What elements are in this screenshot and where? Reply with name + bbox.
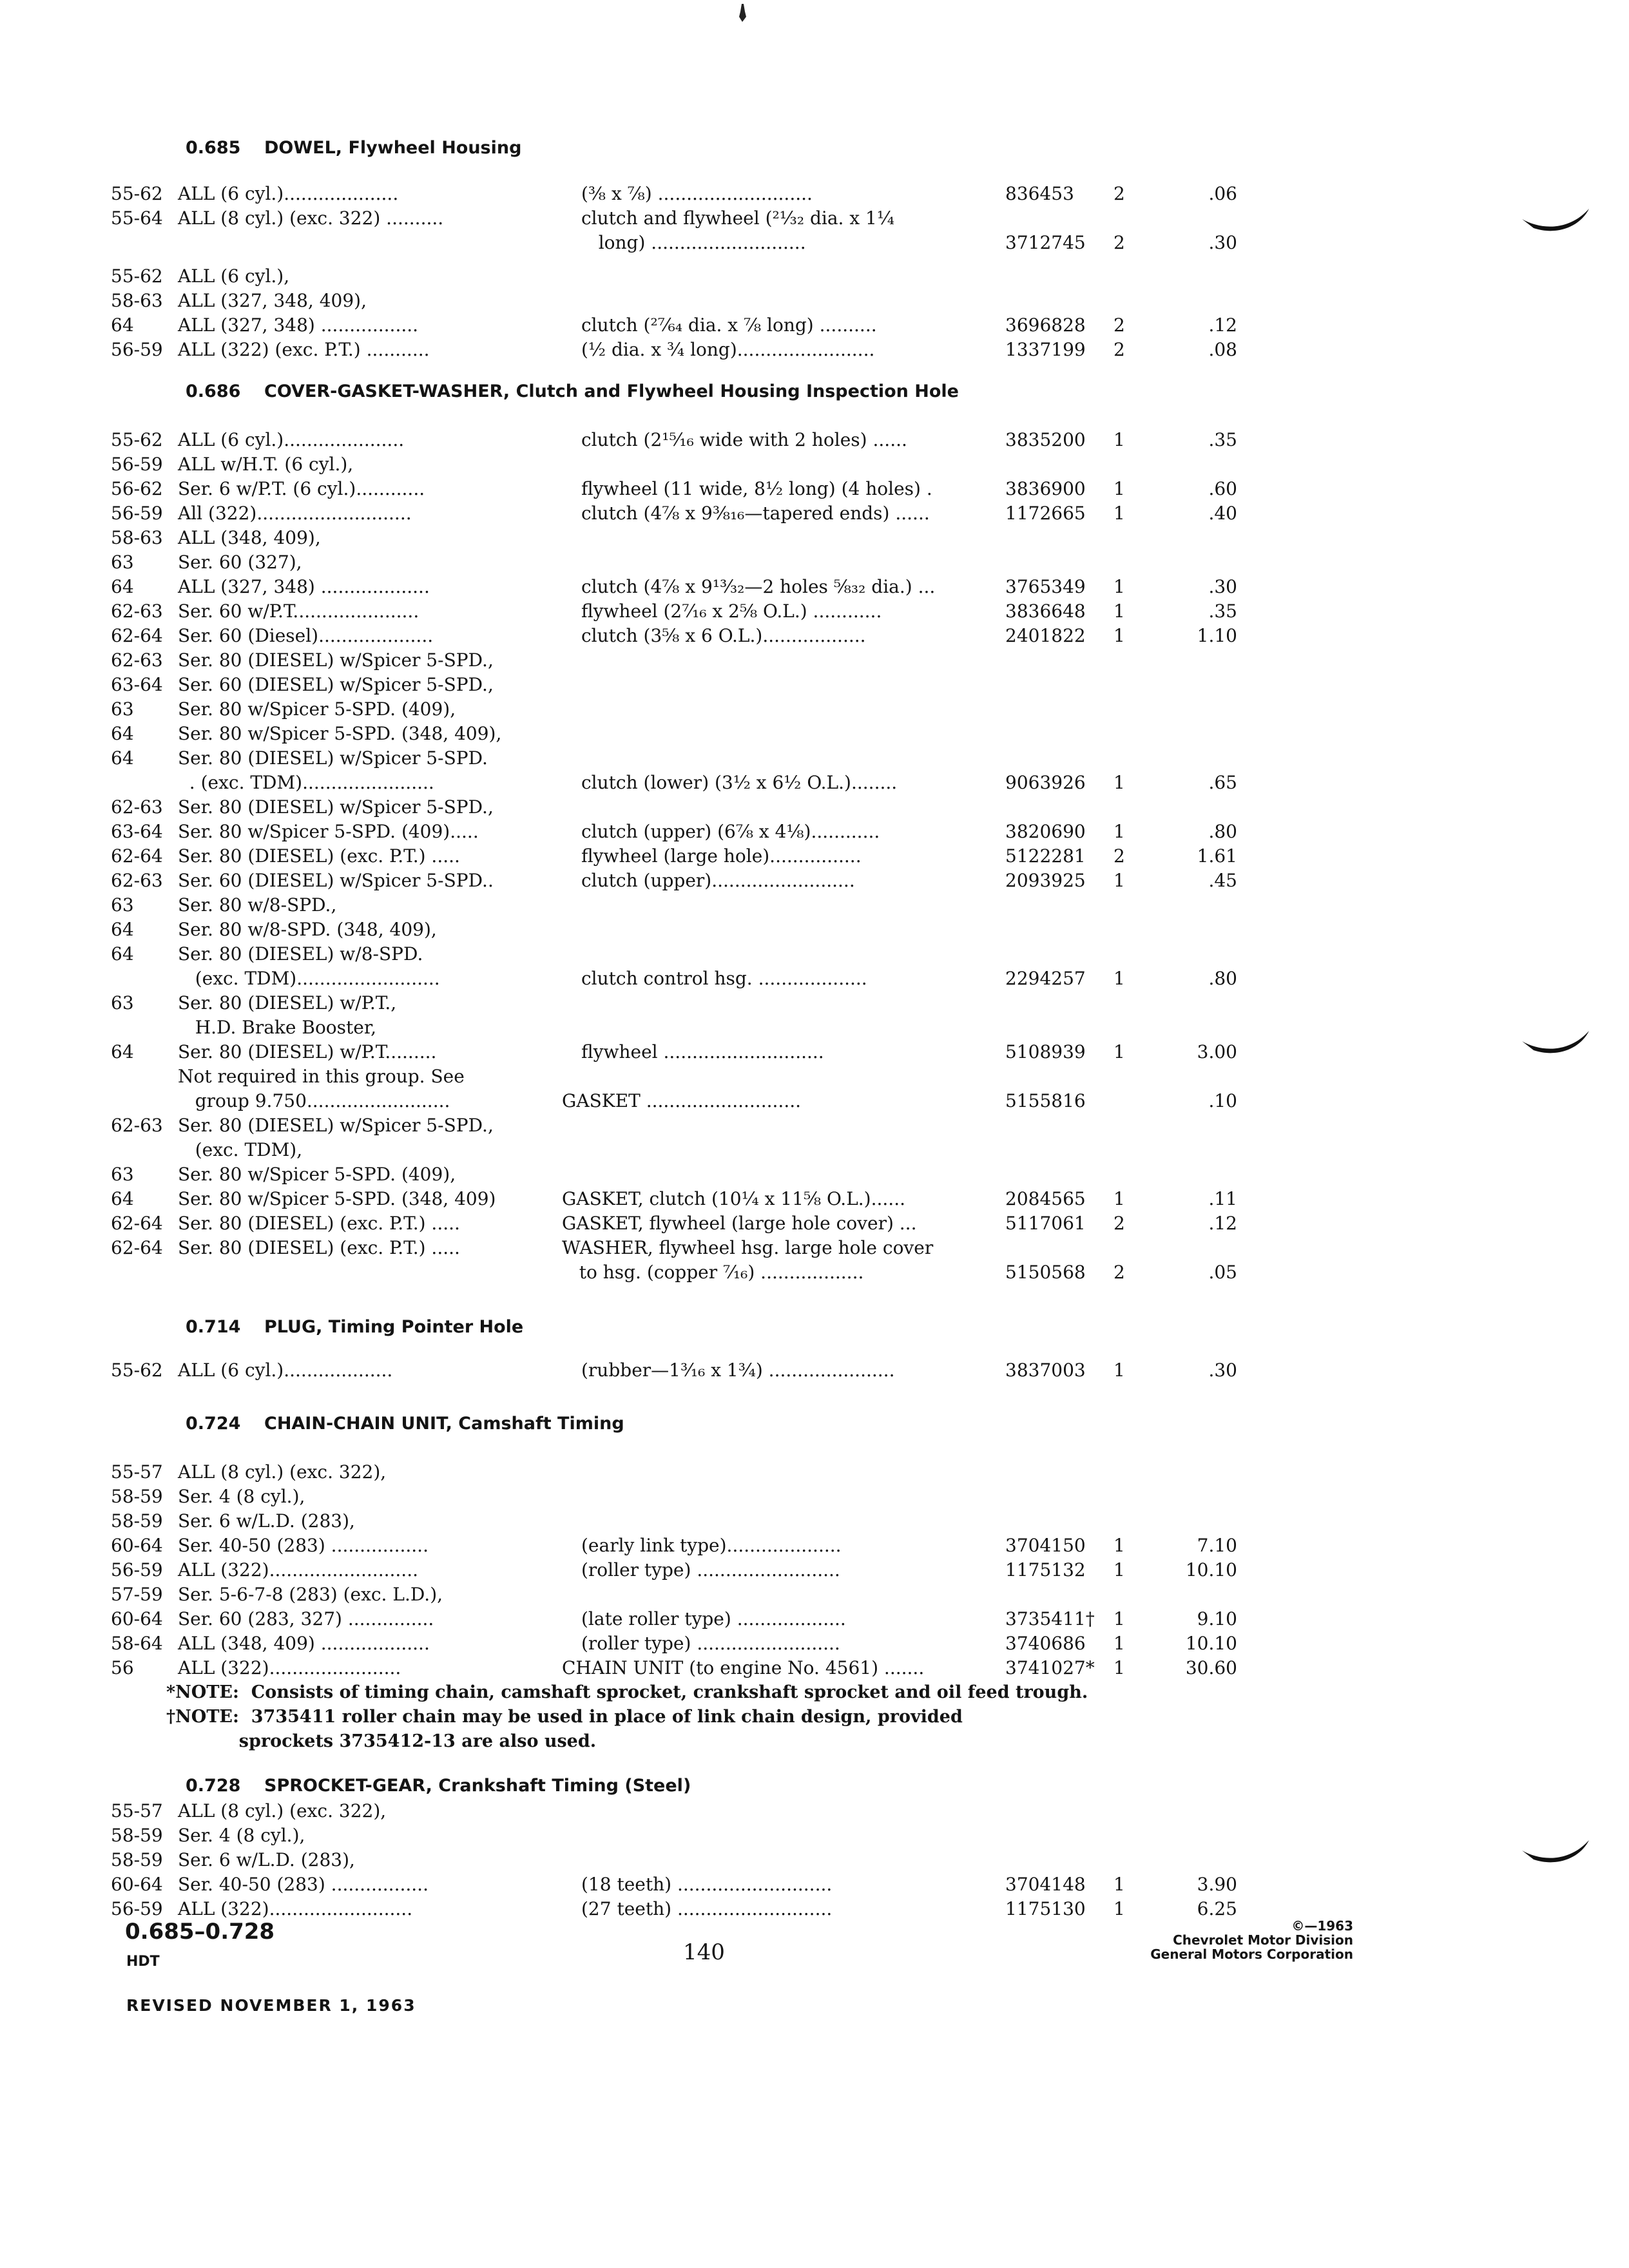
parts-row xyxy=(0,746,1629,771)
model-years: 55-62 xyxy=(111,183,163,204)
model-years: 64 xyxy=(111,576,134,597)
application: Ser. 80 (DIESEL) (exc. P.T.) ..... xyxy=(178,845,460,867)
list-price: .80 xyxy=(1208,821,1237,842)
application: ALL (6 cyl.), xyxy=(178,265,290,287)
model-years: 58-59 xyxy=(111,1510,163,1532)
parts-row xyxy=(0,1187,1629,1211)
parts-row xyxy=(0,338,1629,362)
part-number: 5150568 xyxy=(1005,1262,1086,1283)
part-number: 2294257 xyxy=(1005,968,1086,989)
parts-row xyxy=(0,1848,1629,1872)
quantity: 1 xyxy=(1113,1633,1125,1654)
application: Not required in this group. See xyxy=(178,1066,465,1087)
list-price: .65 xyxy=(1208,772,1237,793)
model-years: 56-59 xyxy=(111,454,163,475)
quantity: 2 xyxy=(1113,183,1125,204)
list-price: .40 xyxy=(1208,503,1237,524)
application: ALL w/H.T. (6 cyl.), xyxy=(178,454,354,475)
application: Ser. 80 w/Spicer 5-SPD. (348, 409) xyxy=(178,1188,496,1209)
model-years: 63-64 xyxy=(111,674,163,695)
application: Ser. 80 (DIESEL) w/Spicer 5-SPD. xyxy=(178,747,488,769)
copyright-year: ©—1963 xyxy=(1291,1918,1353,1934)
page-number: 140 xyxy=(683,1939,725,1965)
parts-row xyxy=(0,697,1629,722)
part-number: 3741027* xyxy=(1005,1657,1095,1678)
model-years: 56-59 xyxy=(111,1559,163,1581)
model-years: 62-63 xyxy=(111,649,163,671)
application: Ser. 80 (DIESEL) w/P.T......... xyxy=(178,1041,437,1062)
application: ALL (348, 409), xyxy=(178,527,321,548)
quantity: 1 xyxy=(1113,625,1125,646)
model-years: 55-57 xyxy=(111,1461,163,1483)
list-price: .30 xyxy=(1208,232,1237,253)
parts-row xyxy=(0,1236,1629,1260)
list-price: 6.25 xyxy=(1197,1898,1237,1919)
part-description: (⅜ x ⅞) ........................... xyxy=(581,183,813,204)
application: ALL (348, 409) ................... xyxy=(178,1633,430,1654)
parts-row xyxy=(0,722,1629,746)
page-range: 0.685–0.728 xyxy=(125,1919,275,1945)
parts-row xyxy=(0,1558,1629,1582)
model-years: 60-64 xyxy=(111,1608,163,1629)
quantity: 1 xyxy=(1113,1874,1125,1895)
list-price: .05 xyxy=(1208,1262,1237,1283)
application: (exc. TDM)......................... xyxy=(178,968,440,989)
application: Ser. 60 (Diesel).................... xyxy=(178,625,434,646)
quantity: 1 xyxy=(1113,1559,1125,1581)
list-price: .12 xyxy=(1208,314,1237,336)
application: group 9.750......................... xyxy=(178,1090,450,1111)
section-title: DOWEL, Flywheel Housing xyxy=(264,138,522,158)
application: ALL (327, 348, 409), xyxy=(178,290,367,311)
parts-row xyxy=(0,918,1629,942)
application: Ser. 80 (DIESEL) w/8-SPD. xyxy=(178,943,423,965)
application: Ser. 60 (283, 327) ............... xyxy=(178,1608,434,1629)
model-years: 63 xyxy=(111,1164,134,1185)
section-title: PLUG, Timing Pointer Hole xyxy=(264,1317,524,1337)
application: Ser. 6 w/P.T. (6 cyl.)............ xyxy=(178,478,425,499)
application: ALL (8 cyl.) (exc. 322) .......... xyxy=(178,207,444,229)
model-years: 64 xyxy=(111,1188,134,1209)
model-years: 56-59 xyxy=(111,503,163,524)
parts-row xyxy=(0,673,1629,697)
part-number: 3836648 xyxy=(1005,601,1086,622)
part-description: (18 teeth) ........................... xyxy=(581,1874,833,1895)
list-price: .45 xyxy=(1208,870,1237,891)
model-years: 56-62 xyxy=(111,478,163,499)
model-years: 64 xyxy=(111,1041,134,1062)
list-price: 1.10 xyxy=(1197,625,1237,646)
parts-row xyxy=(0,1582,1629,1607)
model-years: 64 xyxy=(111,747,134,769)
application: Ser. 80 w/8-SPD. (348, 409), xyxy=(178,919,437,940)
parts-row xyxy=(0,264,1629,289)
parts-row xyxy=(0,1015,1629,1040)
application: Ser. 80 w/Spicer 5-SPD. (409), xyxy=(178,698,456,720)
application: Ser. 80 w/Spicer 5-SPD. (409)..... xyxy=(178,821,479,842)
application: Ser. 40-50 (283) ................. xyxy=(178,1535,429,1556)
section-number: 0.686 xyxy=(186,381,241,401)
part-description: (late roller type) ................... xyxy=(581,1608,846,1629)
application: ALL (322) (exc. P.T.) ........... xyxy=(178,339,430,360)
application: Ser. 80 (DIESEL) w/Spicer 5-SPD., xyxy=(178,796,494,818)
part-description: flywheel (2⁷⁄₁₆ x 2⅝ O.L.) ............ xyxy=(581,601,882,622)
section-number: 0.685 xyxy=(186,138,241,158)
parts-row xyxy=(0,231,1629,255)
parts-row xyxy=(0,624,1629,648)
model-years: 57-59 xyxy=(111,1584,163,1605)
parts-row xyxy=(0,550,1629,575)
model-years: 62-63 xyxy=(111,601,163,622)
part-number: 3820690 xyxy=(1005,821,1086,842)
quantity: 1 xyxy=(1113,772,1125,793)
model-years: 62-64 xyxy=(111,1237,163,1258)
section-title: COVER-GASKET-WASHER, Clutch and Flywheel Housing Inspection Hole xyxy=(264,381,959,401)
quantity: 1 xyxy=(1113,1360,1125,1381)
part-description: (early link type).................... xyxy=(581,1535,842,1556)
list-price: 3.90 xyxy=(1197,1874,1237,1895)
parts-row xyxy=(0,820,1629,844)
part-description: long) ........................... xyxy=(581,232,806,253)
part-number: 3765349 xyxy=(1005,576,1086,597)
application: All (322)........................... xyxy=(178,503,412,524)
part-description: clutch (upper)......................... xyxy=(581,870,855,891)
section-number: 0.728 xyxy=(186,1776,241,1796)
part-number: 3835200 xyxy=(1005,429,1086,450)
application: Ser. 60 (DIESEL) w/Spicer 5-SPD., xyxy=(178,674,494,695)
model-years: 55-64 xyxy=(111,207,163,229)
list-price: .35 xyxy=(1208,429,1237,450)
application: Ser. 40-50 (283) ................. xyxy=(178,1874,429,1895)
part-description: GASKET ........................... xyxy=(562,1090,802,1111)
quantity: 1 xyxy=(1113,870,1125,891)
part-number: 5122281 xyxy=(1005,845,1086,867)
quantity: 2 xyxy=(1113,232,1125,253)
application: ALL (6 cyl.)................... xyxy=(178,1360,393,1381)
parts-row xyxy=(0,1113,1629,1138)
model-years: 55-62 xyxy=(111,429,163,450)
part-number: 5117061 xyxy=(1005,1213,1086,1234)
parts-row xyxy=(0,1485,1629,1509)
parts-row xyxy=(0,206,1629,231)
parts-row xyxy=(0,942,1629,966)
model-years: 63 xyxy=(111,992,134,1014)
catalog-code: HDT xyxy=(126,1954,160,1970)
quantity: 1 xyxy=(1113,1188,1125,1209)
model-years: 64 xyxy=(111,943,134,965)
quantity: 1 xyxy=(1113,478,1125,499)
model-years: 63 xyxy=(111,894,134,916)
application: Ser. 80 (DIESEL) w/Spicer 5-SPD., xyxy=(178,649,494,671)
application: Ser. 60 w/P.T...................... xyxy=(178,601,419,622)
parts-row xyxy=(0,428,1629,452)
parts-row xyxy=(0,452,1629,477)
parts-row xyxy=(0,966,1629,991)
part-description: flywheel (large hole)................ xyxy=(581,845,862,867)
model-years: 60-64 xyxy=(111,1535,163,1556)
model-years: 55-57 xyxy=(111,1800,163,1821)
application: Ser. 80 w/Spicer 5-SPD. (409), xyxy=(178,1164,456,1185)
part-number: 5108939 xyxy=(1005,1041,1086,1062)
application: . (exc. TDM)....................... xyxy=(178,772,434,793)
part-description: (rubber—1³⁄₁₆ x 1³⁄₄) ...................... xyxy=(581,1360,895,1381)
application: Ser. 80 w/8-SPD., xyxy=(178,894,337,916)
application: ALL (322)......................... xyxy=(178,1898,413,1919)
model-years: 62-63 xyxy=(111,796,163,818)
part-description: clutch (4⅞ x 9⅜₁₆—tapered ends) ...... xyxy=(581,503,930,524)
parts-row xyxy=(0,313,1629,338)
part-description: clutch control hsg. ................... xyxy=(581,968,867,989)
list-price: 9.10 xyxy=(1197,1608,1237,1629)
model-years: 62-64 xyxy=(111,1213,163,1234)
model-years: 55-62 xyxy=(111,1360,163,1381)
part-number: 3712745 xyxy=(1005,232,1086,253)
quantity: 1 xyxy=(1113,601,1125,622)
parts-row xyxy=(0,1897,1629,1921)
model-years: 63-64 xyxy=(111,821,163,842)
model-years: 58-64 xyxy=(111,1633,163,1654)
parts-row xyxy=(0,1089,1629,1113)
list-price: .30 xyxy=(1208,1360,1237,1381)
model-years: 56-59 xyxy=(111,1898,163,1919)
parts-row xyxy=(0,289,1629,313)
quantity: 2 xyxy=(1113,314,1125,336)
parts-row xyxy=(0,1799,1629,1823)
parts-row xyxy=(0,526,1629,550)
list-price: 10.10 xyxy=(1185,1559,1237,1581)
model-years: 58-63 xyxy=(111,290,163,311)
quantity: 2 xyxy=(1113,1262,1125,1283)
parts-row xyxy=(0,1656,1629,1680)
part-number: 1172665 xyxy=(1005,503,1086,524)
parts-row xyxy=(0,182,1629,206)
part-number: 836453 xyxy=(1005,183,1074,204)
part-number: 1175132 xyxy=(1005,1559,1086,1581)
part-description: to hsg. (copper ⁷⁄₁₆) .................. xyxy=(562,1262,864,1283)
parts-row xyxy=(0,869,1629,893)
parts-row xyxy=(0,991,1629,1015)
quantity: 2 xyxy=(1113,845,1125,867)
part-description: flywheel (11 wide, 8½ long) (4 holes) . xyxy=(581,478,932,499)
application: H.D. Brake Booster, xyxy=(178,1017,377,1038)
application: ALL (327, 348) ................... xyxy=(178,576,430,597)
application: ALL (8 cyl.) (exc. 322), xyxy=(178,1800,387,1821)
part-number: 3704148 xyxy=(1005,1874,1086,1895)
part-description: clutch (2¹⁵⁄₁₆ wide with 2 holes) ...... xyxy=(581,429,907,450)
list-price: .11 xyxy=(1208,1188,1237,1209)
application: Ser. 80 (DIESEL) w/P.T., xyxy=(178,992,397,1014)
parts-row xyxy=(0,771,1629,795)
quantity: 1 xyxy=(1113,1898,1125,1919)
quantity: 1 xyxy=(1113,821,1125,842)
part-number: 2401822 xyxy=(1005,625,1086,646)
application: Ser. 6 w/L.D. (283), xyxy=(178,1510,355,1532)
model-years: 56 xyxy=(111,1657,134,1678)
list-price: .06 xyxy=(1208,183,1237,204)
part-number: 1337199 xyxy=(1005,339,1086,360)
application: ALL (327, 348) ................. xyxy=(178,314,419,336)
part-description: GASKET, clutch (10¼ x 11⅝ O.L.)...... xyxy=(562,1188,906,1209)
section-title: SPROCKET-GEAR, Crankshaft Timing (Steel) xyxy=(264,1776,691,1796)
section-number: 0.714 xyxy=(186,1317,241,1337)
parts-row xyxy=(0,1823,1629,1848)
quantity: 1 xyxy=(1113,1608,1125,1629)
list-price: 10.10 xyxy=(1185,1633,1237,1654)
part-description: clutch (²⁷⁄₆₄ dia. x ⅞ long) .......... xyxy=(581,314,877,336)
binding-mark-icon xyxy=(736,3,749,23)
parts-row xyxy=(0,477,1629,501)
quantity: 1 xyxy=(1113,429,1125,450)
application: Ser. 80 (DIESEL) (exc. P.T.) ..... xyxy=(178,1213,460,1234)
corporation-name: General Motors Corporation xyxy=(1150,1946,1353,1962)
application: Ser. 5-6-7-8 (283) (exc. L.D.), xyxy=(178,1584,443,1605)
parts-row xyxy=(0,1260,1629,1285)
quantity: 1 xyxy=(1113,1535,1125,1556)
part-number: 2084565 xyxy=(1005,1188,1086,1209)
part-number: 3740686 xyxy=(1005,1633,1086,1654)
division-name: Chevrolet Motor Division xyxy=(1173,1932,1353,1948)
footnote: *NOTE: Consists of timing chain, camshaft sprocket, crankshaft sprocket and oil feed trough. xyxy=(166,1682,1088,1702)
part-number: 1175130 xyxy=(1005,1898,1086,1919)
list-price: .80 xyxy=(1208,968,1237,989)
revision-date: REVISED NOVEMBER 1, 1963 xyxy=(126,1996,416,2015)
parts-row xyxy=(0,648,1629,673)
model-years: 58-63 xyxy=(111,527,163,548)
application: Ser. 4 (8 cyl.), xyxy=(178,1825,305,1846)
parts-row xyxy=(0,1211,1629,1236)
model-years: 64 xyxy=(111,919,134,940)
footnote: sprockets 3735412-13 are also used. xyxy=(166,1731,597,1751)
model-years: 64 xyxy=(111,723,134,744)
list-price: .35 xyxy=(1208,601,1237,622)
model-years: 62-63 xyxy=(111,870,163,891)
parts-row xyxy=(0,1358,1629,1383)
list-price: 3.00 xyxy=(1197,1041,1237,1062)
part-description: (½ dia. x ¾ long)........................ xyxy=(581,339,875,360)
parts-row xyxy=(0,599,1629,624)
parts-row xyxy=(0,575,1629,599)
part-description: WASHER, flywheel hsg. large hole cover xyxy=(562,1237,934,1258)
application: ALL (322).......................... xyxy=(178,1559,419,1581)
model-years: 62-64 xyxy=(111,625,163,646)
list-price: .12 xyxy=(1208,1213,1237,1234)
parts-row xyxy=(0,1872,1629,1897)
part-description: clutch and flywheel (²¹⁄₃₂ dia. x 1¼ xyxy=(581,207,894,229)
application: Ser. 60 (DIESEL) w/Spicer 5-SPD.. xyxy=(178,870,494,891)
part-description: CHAIN UNIT (to engine No. 4561) ....... xyxy=(562,1657,925,1678)
model-years: 63 xyxy=(111,698,134,720)
part-description: GASKET, flywheel (large hole cover) ... xyxy=(562,1213,917,1234)
model-years: 60-64 xyxy=(111,1874,163,1895)
application: ALL (6 cyl.)..................... xyxy=(178,429,405,450)
quantity: 1 xyxy=(1113,968,1125,989)
part-description: (roller type) ......................... xyxy=(581,1559,840,1581)
model-years: 56-59 xyxy=(111,339,163,360)
parts-row xyxy=(0,844,1629,869)
list-price: 30.60 xyxy=(1185,1657,1237,1678)
parts-row xyxy=(0,1631,1629,1656)
model-years: 55-62 xyxy=(111,265,163,287)
parts-row xyxy=(0,1040,1629,1064)
model-years: 64 xyxy=(111,314,134,336)
list-price: 1.61 xyxy=(1197,845,1237,867)
list-price: .30 xyxy=(1208,576,1237,597)
parts-row xyxy=(0,1533,1629,1558)
quantity: 1 xyxy=(1113,1657,1125,1678)
footnote: †NOTE: 3735411 roller chain may be used in place of link chain design, provided xyxy=(166,1707,963,1727)
application: Ser. 80 w/Spicer 5-SPD. (348, 409), xyxy=(178,723,502,744)
quantity: 1 xyxy=(1113,1041,1125,1062)
part-number: 3837003 xyxy=(1005,1360,1086,1381)
section-number: 0.724 xyxy=(186,1414,241,1434)
parts-row xyxy=(0,1138,1629,1162)
parts-row xyxy=(0,1509,1629,1533)
application: Ser. 4 (8 cyl.), xyxy=(178,1486,305,1507)
parts-row xyxy=(0,795,1629,820)
section-title: CHAIN-CHAIN UNIT, Camshaft Timing xyxy=(264,1414,624,1434)
part-description: clutch (3⅝ x 6 O.L.).................. xyxy=(581,625,866,646)
application: ALL (6 cyl.).................... xyxy=(178,183,399,204)
part-description: (27 teeth) ........................... xyxy=(581,1898,833,1919)
part-description: clutch (lower) (3½ x 6½ O.L.)........ xyxy=(581,772,898,793)
quantity: 2 xyxy=(1113,339,1125,360)
model-years: 62-64 xyxy=(111,845,163,867)
model-years: 58-59 xyxy=(111,1825,163,1846)
application: Ser. 6 w/L.D. (283), xyxy=(178,1849,355,1870)
application: Ser. 60 (327), xyxy=(178,552,302,573)
model-years: 63 xyxy=(111,552,134,573)
parts-row xyxy=(0,1607,1629,1631)
quantity: 1 xyxy=(1113,576,1125,597)
part-description: flywheel ............................ xyxy=(581,1041,824,1062)
quantity: 2 xyxy=(1113,1213,1125,1234)
part-description: (roller type) ......................... xyxy=(581,1633,840,1654)
part-number: 3704150 xyxy=(1005,1535,1086,1556)
application: Ser. 80 (DIESEL) w/Spicer 5-SPD., xyxy=(178,1115,494,1136)
part-number: 3836900 xyxy=(1005,478,1086,499)
parts-row xyxy=(0,1162,1629,1187)
part-number: 9063926 xyxy=(1005,772,1086,793)
list-price: .08 xyxy=(1208,339,1237,360)
part-number: 2093925 xyxy=(1005,870,1086,891)
model-years: 58-59 xyxy=(111,1849,163,1870)
list-price: .10 xyxy=(1208,1090,1237,1111)
application: Ser. 80 (DIESEL) (exc. P.T.) ..... xyxy=(178,1237,460,1258)
parts-row xyxy=(0,1460,1629,1485)
part-number: 5155816 xyxy=(1005,1090,1086,1111)
copyright-block xyxy=(1095,1919,1353,1961)
model-years: 62-63 xyxy=(111,1115,163,1136)
part-description: clutch (upper) (6⅞ x 4⅛)............ xyxy=(581,821,880,842)
application: ALL (8 cyl.) (exc. 322), xyxy=(178,1461,387,1483)
quantity: 1 xyxy=(1113,503,1125,524)
parts-row xyxy=(0,1064,1629,1089)
parts-row xyxy=(0,893,1629,918)
parts-row xyxy=(0,501,1629,526)
application: (exc. TDM), xyxy=(178,1139,303,1160)
list-price: 7.10 xyxy=(1197,1535,1237,1556)
list-price: .60 xyxy=(1208,478,1237,499)
part-number: 3735411† xyxy=(1005,1608,1095,1629)
application: ALL (322)....................... xyxy=(178,1657,401,1678)
part-description: clutch (4⅞ x 9¹³⁄₃₂—2 holes ⅝₃₂ dia.) ... xyxy=(581,576,936,597)
part-number: 3696828 xyxy=(1005,314,1086,336)
model-years: 58-59 xyxy=(111,1486,163,1507)
